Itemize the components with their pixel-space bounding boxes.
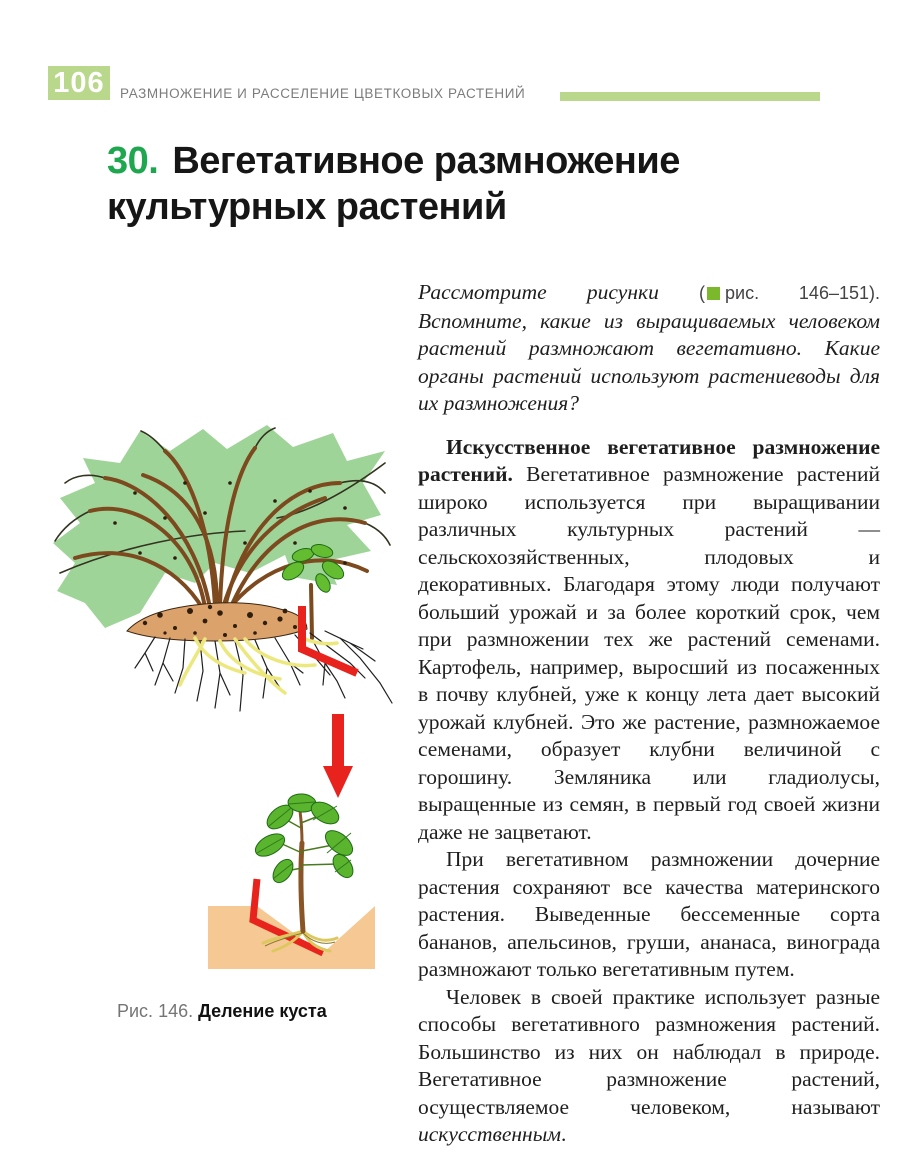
intro-lead: Рассмотрите рисунки [418, 280, 659, 304]
figure-bush-division-illustration [45, 423, 420, 998]
figure-reference-text: рис. 146–151 [725, 283, 869, 303]
section-heading [107, 138, 827, 230]
text-column [418, 279, 880, 1149]
down-arrow-icon [323, 714, 353, 798]
paragraph-1-lead: Искусственное вегетативное размножение растений. [418, 434, 880, 486]
figure-caption [117, 1001, 327, 1022]
running-head: РАЗМНОЖЕНИЕ И РАССЕЛЕНИЕ ЦВЕТКОВЫХ РАСТЕНИЙ [120, 86, 526, 101]
intro-task-paragraph [418, 279, 880, 418]
figure-reference-square-icon [707, 287, 720, 300]
figure-caption-title: Деление куста [198, 1001, 327, 1021]
figure-caption-label: Рис. 146. [117, 1001, 194, 1021]
figure-reference [699, 283, 880, 303]
paragraph-1 [418, 434, 880, 847]
section-title-line1: Вегетативное размножение [172, 140, 680, 182]
figure-reference-open: ( [699, 283, 706, 303]
paragraph-3-text: Человек в своей практике использует разные способы вегетативного размножения растений. Большинство из них он наблюдал в природе. Вегетативное размножение растений, осуществляемое человеком, называют [418, 984, 880, 1119]
page-number-badge [48, 66, 110, 100]
section-title-line2: культурных растений [107, 186, 507, 228]
paragraph-2-text: При вегетативном размножении дочерние растения сохраняют все качества материнского растения. Выведенные бессеменные сорта бананов, апельсинов, груши, ананаса, винограда размножают только вегетативным путем. [418, 847, 880, 981]
paragraph-3-term: искусственным [418, 1122, 561, 1146]
intro-rest: Вспомните, какие из выращиваемых человеком растений размножают вегетативно. Какие органы растений используют растениеводы для их размножения? [418, 308, 880, 415]
page-number: 106 [53, 67, 105, 99]
yellow-roots [180, 637, 337, 693]
paragraph-3 [418, 984, 880, 1149]
header-accent-bar [560, 92, 820, 101]
paragraph-1-text: Вегетативное размножение растений широко используется при выращивании различных культурных растений — сельскохозяйственных, плодовых и декоративных. Благодаря этому люди получают больший урожай и за более короткий срок, чем при размножении тех же растений семенами. Картофель, например, выросший из посаженных в почву клубней, уже к концу лета дает высокий урожай клубней. Это же растение, размножаемое семенами, образует клубни величиной с горошину. Земляника или гладиолусы, выращенные из семян, в первый год своей жизни даже не зацветают. [418, 462, 880, 844]
figure-reference-close: ). [869, 283, 880, 303]
soil-mound [127, 603, 307, 641]
paragraph-2 [418, 846, 880, 984]
section-title [107, 138, 827, 230]
paragraph-3-end: . [561, 1122, 567, 1146]
section-number: 30. [107, 140, 159, 182]
